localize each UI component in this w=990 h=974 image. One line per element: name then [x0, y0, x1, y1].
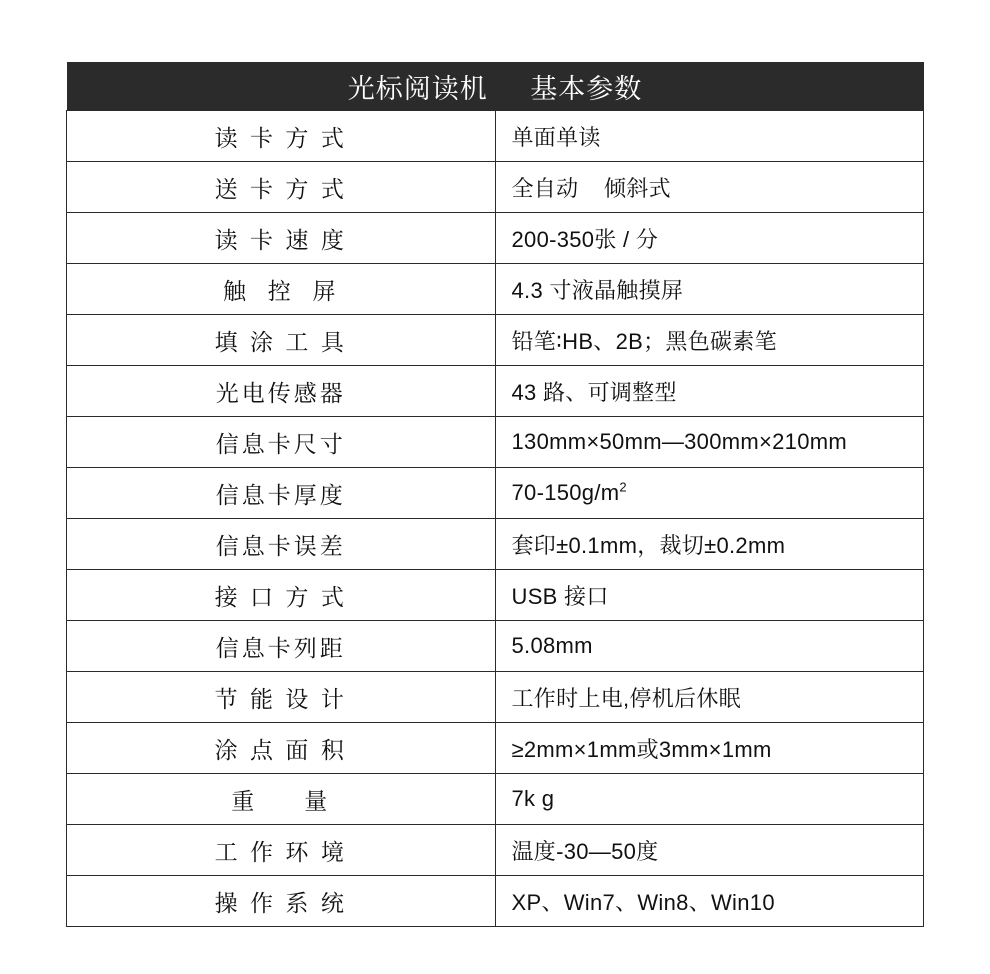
- row-label: 读 卡 方 式: [67, 111, 496, 162]
- row-label: 信息卡误差: [67, 519, 496, 570]
- table-row: [67, 672, 924, 723]
- row-label: 工 作 环 境: [67, 825, 496, 876]
- table-row: [67, 264, 924, 315]
- row-value: 温度-30—50度: [495, 825, 924, 876]
- row-value: XP、Win7、Win8、Win10: [495, 876, 924, 927]
- row-label: 送 卡 方 式: [67, 162, 496, 213]
- row-label: 填 涂 工 具: [67, 315, 496, 366]
- row-label: 触 控 屏: [67, 264, 496, 315]
- row-value: 43 路、可调整型: [495, 366, 924, 417]
- table-row: [67, 315, 924, 366]
- table-row: [67, 723, 924, 774]
- row-value: USB 接口: [495, 570, 924, 621]
- table-row: [67, 162, 924, 213]
- row-value: 工作时上电,停机后休眠: [495, 672, 924, 723]
- row-value-text: 70-150g/m: [511, 480, 620, 505]
- table-row: [67, 417, 924, 468]
- row-value: 200-350张 / 分: [495, 213, 924, 264]
- row-value: 全自动 倾斜式: [495, 162, 924, 213]
- table-row: [67, 621, 924, 672]
- spec-table-title-text: 光标阅读机 基本参数: [347, 73, 643, 104]
- row-value: 单面单读: [495, 111, 924, 162]
- table-row: [67, 366, 924, 417]
- table-row: [67, 111, 924, 162]
- row-label: 节 能 设 计: [67, 672, 496, 723]
- row-label: 读 卡 速 度: [67, 213, 496, 264]
- spec-table: [66, 62, 924, 927]
- table-row: [67, 468, 924, 519]
- table-row: [67, 570, 924, 621]
- row-value: 5.08mm: [495, 621, 924, 672]
- row-value: 套印±0.1mm，裁切±0.2mm: [495, 519, 924, 570]
- table-row: [67, 774, 924, 825]
- row-label: 重 量: [67, 774, 496, 825]
- table-row: [67, 825, 924, 876]
- row-label: 操 作 系 统: [67, 876, 496, 927]
- row-label: 信息卡尺寸: [67, 417, 496, 468]
- row-value-superscript: 2: [619, 479, 627, 495]
- row-value: ≥2mm×1mm或3mm×1mm: [495, 723, 924, 774]
- table-row: [67, 213, 924, 264]
- row-value: 7k g: [495, 774, 924, 825]
- row-label: 信息卡列距: [67, 621, 496, 672]
- row-label: 光电传感器: [67, 366, 496, 417]
- row-value-thickness: [495, 468, 924, 519]
- spec-table-container: [66, 62, 924, 927]
- row-value: 铅笔∶HB、2B；黑色碳素笔: [495, 315, 924, 366]
- row-label: 接 口 方 式: [67, 570, 496, 621]
- spec-table-body: [67, 62, 924, 927]
- row-value: 4.3 寸液晶触摸屏: [495, 264, 924, 315]
- table-row: [67, 876, 924, 927]
- row-label: 信息卡厚度: [67, 468, 496, 519]
- spec-table-title: [67, 62, 924, 111]
- row-value: 130mm×50mm—300mm×210mm: [495, 417, 924, 468]
- spec-table-header-row: [67, 62, 924, 111]
- table-row: [67, 519, 924, 570]
- row-label: 涂 点 面 积: [67, 723, 496, 774]
